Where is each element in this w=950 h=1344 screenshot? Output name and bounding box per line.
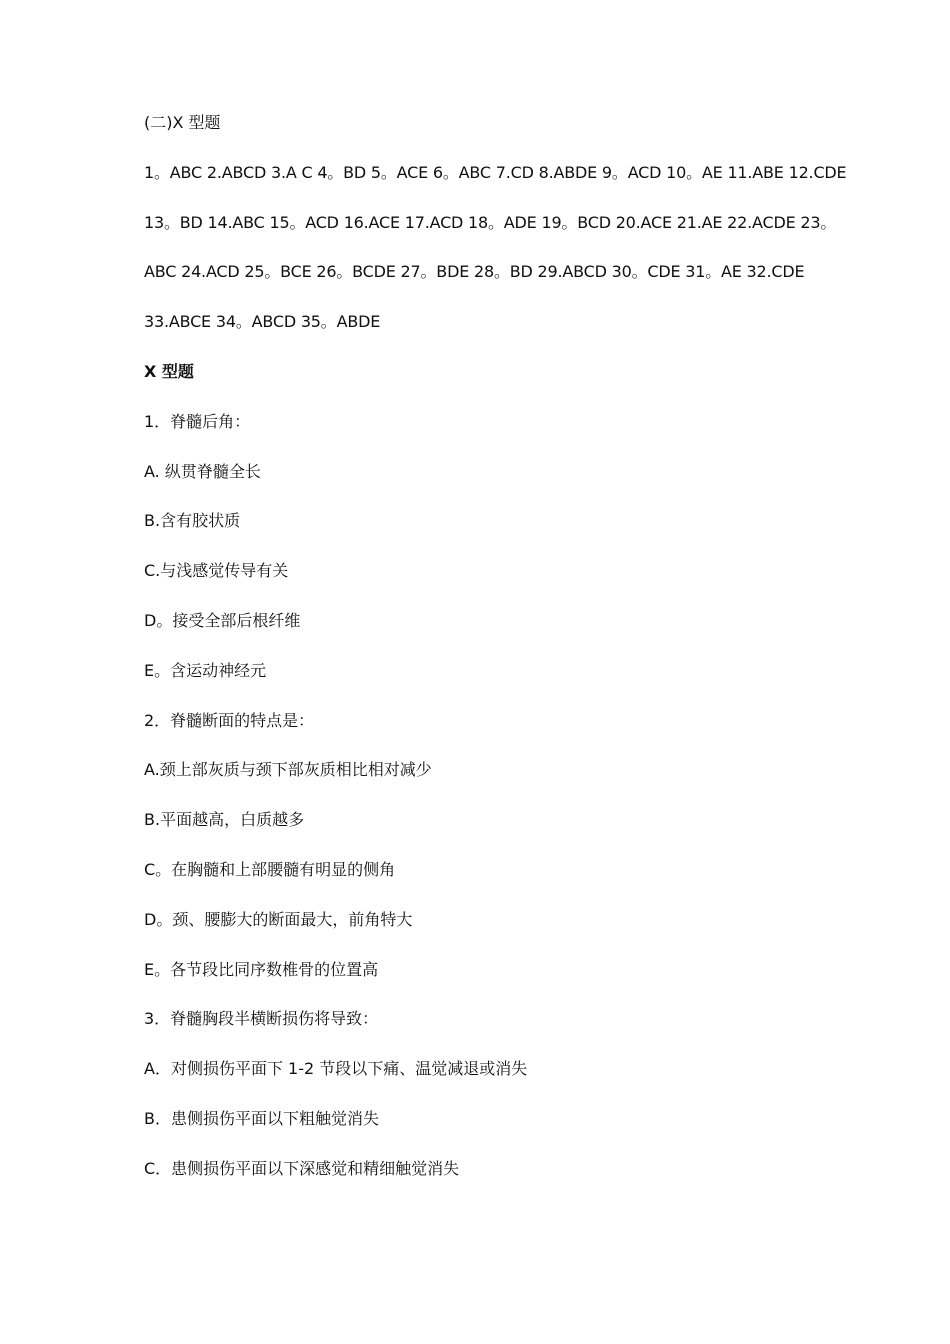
question-stem: 3．脊髓胸段半横断损伤将导致： — [144, 1009, 379, 1029]
question-option: C.与浅感觉传导有关 — [144, 561, 289, 581]
question-option: A．对侧损伤平面下 1-2 节段以下痛、温觉减退或消失 — [144, 1059, 528, 1079]
question-option: B.平面越高，白质越多 — [144, 810, 305, 830]
question-option: A.颈上部灰质与颈下部灰质相比相对减少 — [144, 760, 432, 780]
section-heading: X 型题 — [144, 361, 194, 381]
question-option: D。接受全部后根纤维 — [144, 610, 301, 630]
answer-line: 33.ABCE 34。ABCD 35。ABDE — [144, 312, 381, 332]
question-stem: 2．脊髓断面的特点是： — [144, 710, 315, 730]
question-option: B.含有胶状质 — [144, 511, 241, 531]
question-option: E。各节段比同序数椎骨的位置高 — [144, 959, 379, 979]
question-option: A. 纵贯脊髓全长 — [144, 461, 261, 481]
document-page — [144, 108, 847, 1204]
question-option: D。颈、腰膨大的断面最大，前角特大 — [144, 909, 413, 929]
section-title: (二)X 型题 — [144, 113, 221, 132]
question-stem: 1．脊髓后角： — [144, 411, 251, 431]
answer-line: ABC 24.ACD 25。BCE 26。BCDE 27。BDE 28。BD 29.ABCD 30。CDE 31。AE 32.CDE — [144, 262, 805, 282]
question-option: C。在胸髓和上部腰髓有明显的侧角 — [144, 859, 396, 879]
answer-line: 1。ABC 2.ABCD 3.A C 4。BD 5。ACE 6。ABC 7.CD 8.ABDE 9。ACD 10。AE 11.ABE 12.CDE — [144, 162, 847, 182]
question-option: B．患侧损伤平面以下粗触觉消失 — [144, 1108, 379, 1128]
answer-line: 13。BD 14.ABC 15。ACD 16.ACE 17.ACD 18。ADE 19。BCD 20.ACE 21.AE 22.ACDE 23。 — [144, 212, 837, 232]
question-option: C．患侧损伤平面以下深感觉和精细触觉消失 — [144, 1158, 460, 1178]
question-option: E。含运动神经元 — [144, 660, 267, 680]
